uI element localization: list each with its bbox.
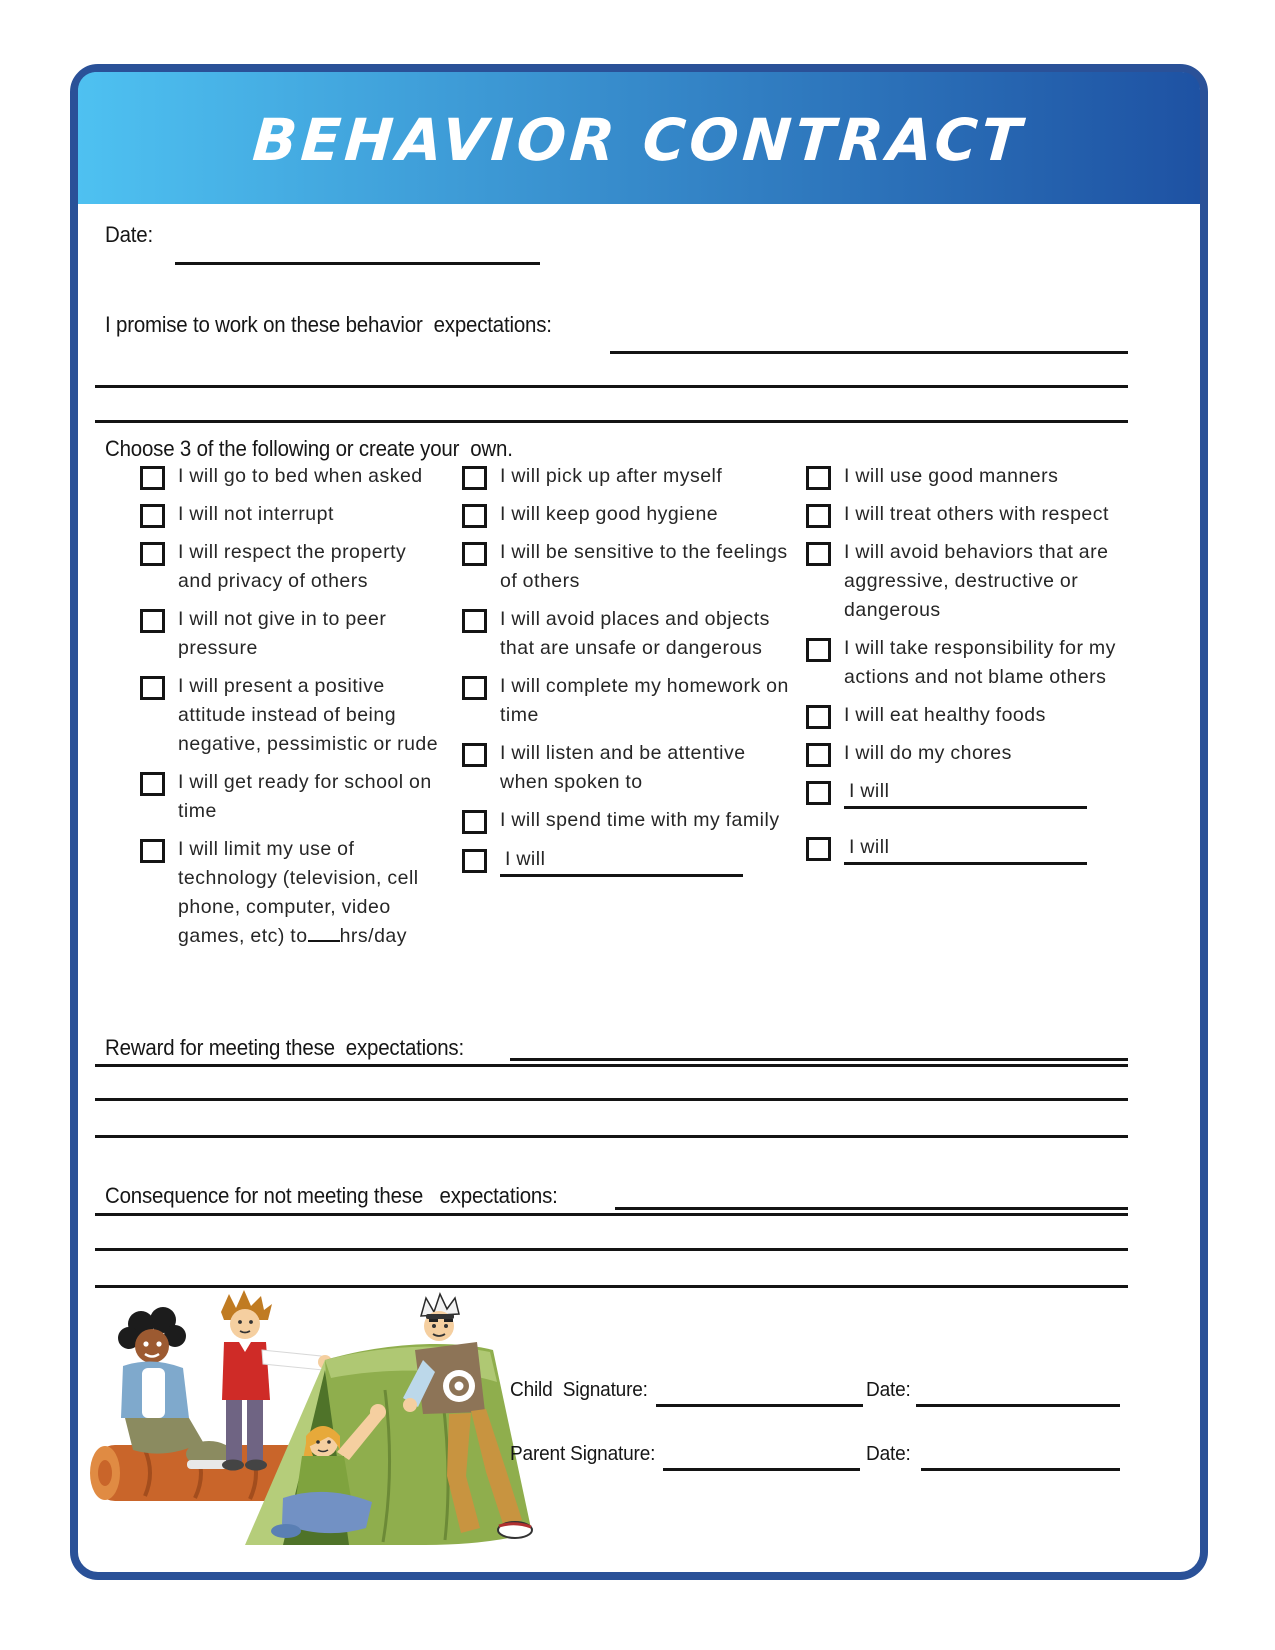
checkbox-icon[interactable]	[140, 504, 165, 528]
checkbox-icon[interactable]	[462, 609, 487, 633]
checkbox-icon[interactable]	[140, 466, 165, 490]
checkbox-icon[interactable]	[140, 542, 165, 566]
reward-line-1[interactable]	[510, 1058, 1128, 1061]
checkbox-icon[interactable]	[462, 810, 487, 834]
checklist-column	[140, 462, 440, 960]
checklist-item	[806, 538, 1141, 625]
checkbox-icon[interactable]	[462, 676, 487, 700]
checklist-item-label: I will avoid behaviors that are aggressive, destructive or dangerous	[844, 541, 1109, 621]
checkbox-icon[interactable]	[140, 609, 165, 633]
checklist-item-label: I will spend time with my family	[500, 809, 780, 831]
promise-line-1[interactable]	[610, 351, 1128, 354]
choose-instruction: Choose 3 of the following or create your own.	[105, 436, 513, 461]
write-in-blank-line[interactable]: I will	[844, 833, 1087, 865]
checklist-item-label: I will treat others with respect	[844, 503, 1109, 525]
promise-line-2[interactable]	[95, 385, 1128, 388]
checklist-item	[462, 672, 792, 730]
checklist-item	[140, 605, 440, 663]
checklist-item-label: I will respect the property and privacy of others	[178, 541, 407, 592]
checklist-column	[806, 462, 1141, 874]
promise-label: I promise to work on these behavior expectations:	[105, 312, 552, 337]
checkbox-icon[interactable]	[140, 772, 165, 796]
checkbox-icon[interactable]	[806, 743, 831, 767]
checkbox-icon[interactable]	[806, 837, 831, 861]
parent-date-line[interactable]	[921, 1468, 1120, 1471]
checklist-item	[806, 777, 1141, 809]
checkbox-icon[interactable]	[806, 781, 831, 805]
checklist-item	[140, 538, 440, 596]
checklist-item-label: I will complete my homework on time	[500, 675, 789, 726]
campers-illustration	[85, 1290, 545, 1545]
checklist-item	[462, 538, 792, 596]
checklist-item	[140, 835, 440, 951]
checklist-item	[462, 739, 792, 797]
checklist-item-label: I will pick up after myself	[500, 465, 723, 487]
checkbox-icon[interactable]	[462, 466, 487, 490]
checklist-item-label: I will present a positive attitude instead of being negative, pessimistic or rude	[178, 675, 439, 755]
header-banner	[78, 72, 1200, 204]
checklist-item-label: I will use good manners	[844, 465, 1059, 487]
checkbox-icon[interactable]	[140, 839, 165, 863]
promise-line-3[interactable]	[95, 420, 1128, 423]
parent-date-label: Date:	[866, 1442, 911, 1465]
consequence-label: Consequence for not meeting these expectations:	[105, 1183, 558, 1208]
checklist-item	[140, 462, 440, 491]
hours-blank-line[interactable]	[308, 926, 340, 942]
checklist-column	[462, 462, 792, 886]
checklist-item-label: I will limit my use of technology (television, cell phone, computer, video games, etc) to hrs/day	[178, 838, 419, 947]
reward-line-2[interactable]	[95, 1064, 1128, 1067]
checklist-item-label: I will listen and be attentive when spoken to	[500, 742, 746, 793]
checklist-item	[462, 462, 792, 491]
checkbox-icon[interactable]	[140, 676, 165, 700]
checkbox-icon[interactable]	[806, 542, 831, 566]
checklist-item-label: I will take responsibility for my actions and not blame others	[844, 637, 1116, 688]
consequence-line-4[interactable]	[95, 1285, 1128, 1288]
checklist-item	[806, 833, 1141, 865]
checklist-item	[806, 634, 1141, 692]
checklist-item	[462, 845, 792, 877]
write-in-blank-line[interactable]: I will	[500, 845, 743, 877]
checklist-item-label: I will go to bed when asked	[178, 465, 423, 487]
date-line[interactable]	[175, 262, 540, 265]
reward-label: Reward for meeting these expectations:	[105, 1035, 464, 1060]
checkbox-icon[interactable]	[462, 504, 487, 528]
parent-signature-label: Parent Signature:	[510, 1442, 656, 1465]
reward-line-4[interactable]	[95, 1135, 1128, 1138]
reward-line-3[interactable]	[95, 1098, 1128, 1101]
camper-boy-blue-jacket	[118, 1307, 232, 1469]
checkbox-icon[interactable]	[806, 705, 831, 729]
parent-signature-line[interactable]	[663, 1468, 860, 1471]
checklist-item-label: I will get ready for school on time	[178, 771, 432, 822]
checklist-item	[806, 701, 1141, 730]
checklist-item	[806, 462, 1141, 491]
checklist-item	[140, 768, 440, 826]
checklist-item-label: I will eat healthy foods	[844, 704, 1046, 726]
child-signature-label: Child Signature:	[510, 1378, 648, 1401]
checkbox-icon[interactable]	[806, 504, 831, 528]
checklist-item	[140, 672, 440, 759]
checkbox-icon[interactable]	[462, 849, 487, 873]
child-date-line[interactable]	[916, 1404, 1120, 1407]
child-date-label: Date:	[866, 1378, 911, 1401]
consequence-line-1[interactable]	[615, 1207, 1128, 1210]
contract-card	[70, 64, 1208, 1580]
checkbox-icon[interactable]	[462, 743, 487, 767]
checklist-item	[140, 500, 440, 529]
checklist-item	[462, 806, 792, 835]
consequence-line-3[interactable]	[95, 1248, 1128, 1251]
consequence-line-2[interactable]	[95, 1213, 1128, 1216]
checklist-item	[806, 739, 1141, 768]
checklist-item	[462, 605, 792, 663]
checklist-item-label: I will do my chores	[844, 742, 1012, 764]
checklist-item-label: I will avoid places and objects that are unsafe or dangerous	[500, 608, 770, 659]
child-signature-line[interactable]	[656, 1404, 863, 1407]
checklist-item-label: I will keep good hygiene	[500, 503, 719, 525]
checklist-item-label: I will be sensitive to the feelings of others	[500, 541, 788, 592]
checklist-item	[462, 500, 792, 529]
checkbox-icon[interactable]	[806, 466, 831, 490]
checkbox-icon[interactable]	[806, 638, 831, 662]
page-title: BEHAVIOR CONTRACT	[250, 106, 1028, 174]
checklist-item-label: I will not interrupt	[178, 503, 334, 525]
checkbox-icon[interactable]	[462, 542, 487, 566]
checklist-item	[806, 500, 1141, 529]
checklist-item-label: I will not give in to peer pressure	[178, 608, 387, 659]
write-in-blank-line[interactable]: I will	[844, 777, 1087, 809]
date-label: Date:	[105, 222, 153, 247]
